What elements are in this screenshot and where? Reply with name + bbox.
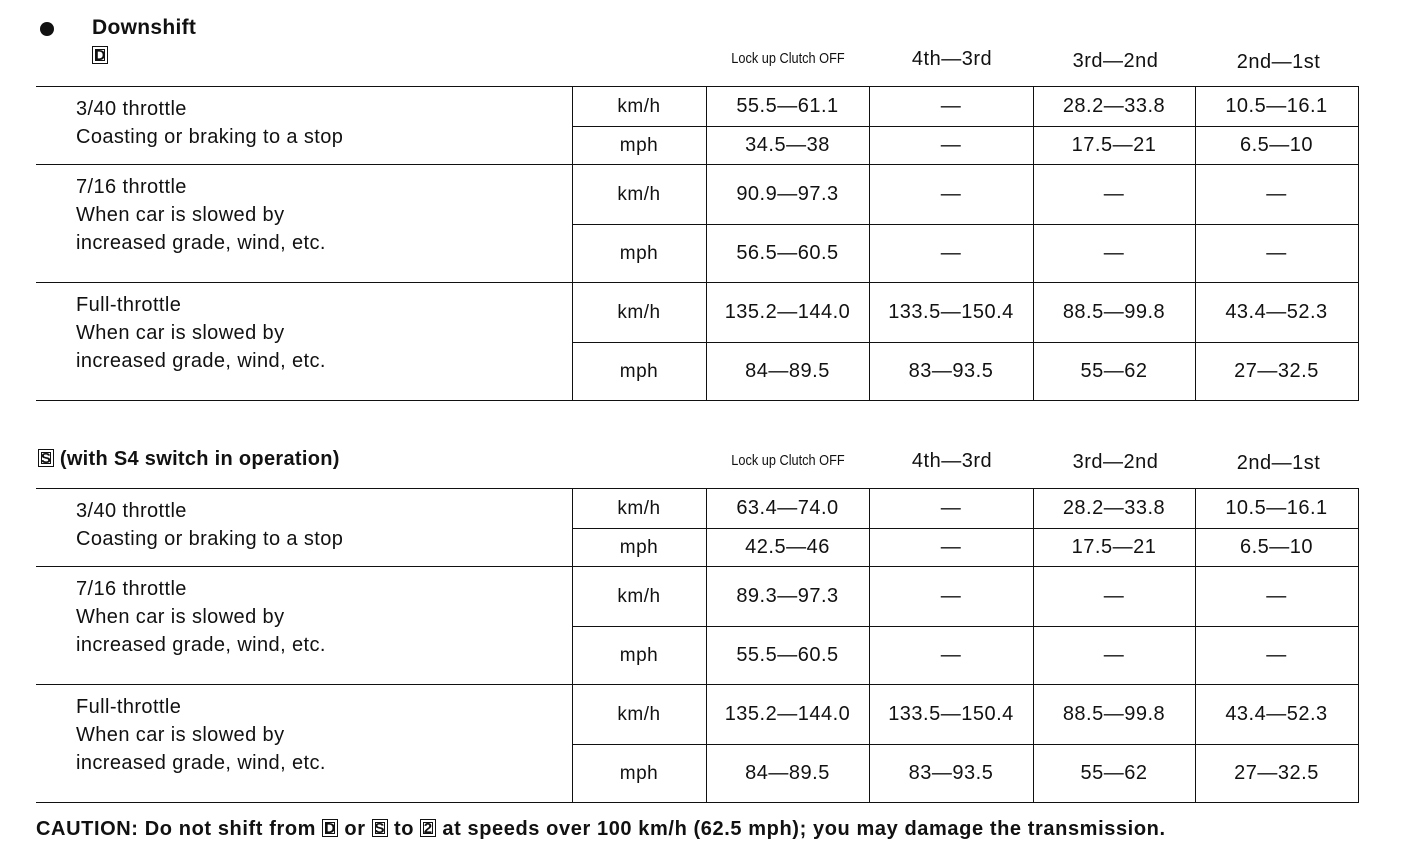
unit-cell: km/h xyxy=(572,283,706,343)
speed-cell: 133.5—150.4 xyxy=(869,685,1033,745)
col-3rd-2nd: 3rd—2nd xyxy=(1072,50,1159,72)
caution-text-1: Do not shift from xyxy=(144,818,317,840)
speed-cell: — xyxy=(869,87,1033,127)
range-d-badge xyxy=(92,48,108,66)
s-section-title xyxy=(38,448,340,471)
speed-cell: 55—62 xyxy=(1033,343,1195,401)
unit-cell: km/h xyxy=(572,87,706,127)
caution-text-4: at speeds over 100 km/h (62.5 mph); you may damage the transmission. xyxy=(442,818,1166,840)
speed-cell: — xyxy=(1195,165,1358,225)
range-2-label: 2 xyxy=(420,819,436,837)
condition-line: increased grade, wind, etc. xyxy=(76,752,326,774)
speed-cell: 55.5—60.5 xyxy=(706,627,869,685)
table-row xyxy=(36,87,1358,127)
speed-cell: — xyxy=(869,529,1033,567)
caution-text-2: or xyxy=(344,818,366,840)
condition-description xyxy=(36,165,572,283)
condition-line: increased grade, wind, etc. xyxy=(76,350,326,372)
speed-cell: — xyxy=(1195,567,1358,627)
condition-line: 3/40 throttle xyxy=(76,98,187,120)
speed-cell: 55—62 xyxy=(1033,745,1195,803)
speed-cell: 27—32.5 xyxy=(1195,343,1358,401)
speed-cell: 28.2—33.8 xyxy=(1033,87,1195,127)
range-s-label: S xyxy=(372,819,388,837)
col-2nd-1st: 2nd—1st xyxy=(1236,51,1321,73)
speed-cell: — xyxy=(869,627,1033,685)
condition-description xyxy=(36,283,572,401)
unit-cell: mph xyxy=(572,745,706,803)
condition-description xyxy=(36,685,572,803)
speed-cell: — xyxy=(869,225,1033,283)
condition-line: When car is slowed by xyxy=(76,724,285,746)
speed-cell: 135.2—144.0 xyxy=(706,283,869,343)
unit-cell: km/h xyxy=(572,489,706,529)
condition-description xyxy=(36,567,572,685)
speed-cell: 10.5—16.1 xyxy=(1195,489,1358,529)
speed-cell: — xyxy=(1195,225,1358,283)
speed-cell: — xyxy=(1033,225,1195,283)
table-row xyxy=(36,685,1358,745)
speed-cell: 83—93.5 xyxy=(869,745,1033,803)
table-row xyxy=(36,283,1358,343)
unit-cell: mph xyxy=(572,529,706,567)
condition-line: When car is slowed by xyxy=(76,322,285,344)
speed-cell: — xyxy=(1033,165,1195,225)
speed-cell: 88.5—99.8 xyxy=(1033,283,1195,343)
speed-cell: 6.5—10 xyxy=(1195,529,1358,567)
range-d-label: D xyxy=(322,819,338,837)
downshift-d-table xyxy=(36,86,1359,401)
condition-line: When car is slowed by xyxy=(76,204,285,226)
downshift-s-table xyxy=(36,488,1359,803)
unit-cell: mph xyxy=(572,225,706,283)
unit-cell: mph xyxy=(572,127,706,165)
condition-line: 3/40 throttle xyxy=(76,500,187,522)
page-title: Downshift xyxy=(92,16,197,39)
range-s-label: S xyxy=(38,449,54,467)
unit-cell: mph xyxy=(572,343,706,401)
speed-cell: 89.3—97.3 xyxy=(706,567,869,627)
speed-cell: 55.5—61.1 xyxy=(706,87,869,127)
condition-description xyxy=(36,87,572,165)
speed-cell: — xyxy=(869,567,1033,627)
speed-cell: 6.5—10 xyxy=(1195,127,1358,165)
table-row xyxy=(36,165,1358,225)
speed-cell: 28.2—33.8 xyxy=(1033,489,1195,529)
table-row xyxy=(36,567,1358,627)
range-d-label: D xyxy=(92,46,108,64)
speed-cell: — xyxy=(1195,627,1358,685)
speed-cell: 34.5—38 xyxy=(706,127,869,165)
col-3rd-2nd: 3rd—2nd xyxy=(1072,451,1159,473)
caution-label: CAUTION: xyxy=(36,818,139,840)
unit-cell: mph xyxy=(572,627,706,685)
bullet-icon xyxy=(40,22,54,36)
speed-cell: 27—32.5 xyxy=(1195,745,1358,803)
unit-cell: km/h xyxy=(572,165,706,225)
speed-cell: 135.2—144.0 xyxy=(706,685,869,745)
condition-line: increased grade, wind, etc. xyxy=(76,634,326,656)
col-lockup-clutch-off: Lock up Clutch OFF xyxy=(731,50,845,67)
table-row xyxy=(36,489,1358,529)
speed-cell: 56.5—60.5 xyxy=(706,225,869,283)
condition-line: Full-throttle xyxy=(76,294,182,316)
speed-cell: — xyxy=(1033,627,1195,685)
condition-line: Full-throttle xyxy=(76,696,182,718)
col-lockup-clutch-off: Lock up Clutch OFF xyxy=(731,452,845,469)
col-2nd-1st: 2nd—1st xyxy=(1236,452,1321,474)
speed-cell: 43.4—52.3 xyxy=(1195,685,1358,745)
speed-cell: 90.9—97.3 xyxy=(706,165,869,225)
speed-cell: 133.5—150.4 xyxy=(869,283,1033,343)
condition-description xyxy=(36,489,572,567)
condition-line: Coasting or braking to a stop xyxy=(76,126,344,148)
speed-cell: 84—89.5 xyxy=(706,745,869,803)
speed-cell: 63.4—74.0 xyxy=(706,489,869,529)
speed-cell: 17.5—21 xyxy=(1033,529,1195,567)
unit-cell: km/h xyxy=(572,567,706,627)
unit-cell: km/h xyxy=(572,685,706,745)
s-section-label: (with S4 switch in operation) xyxy=(59,448,340,470)
condition-line: Coasting or braking to a stop xyxy=(76,528,344,550)
condition-line: 7/16 throttle xyxy=(76,578,187,600)
speed-cell: 43.4—52.3 xyxy=(1195,283,1358,343)
caution-text-3: to xyxy=(393,818,415,840)
speed-cell: 10.5—16.1 xyxy=(1195,87,1358,127)
col-4th-3rd: 4th—3rd xyxy=(911,450,993,472)
speed-cell: 84—89.5 xyxy=(706,343,869,401)
speed-cell: — xyxy=(869,127,1033,165)
speed-cell: 83—93.5 xyxy=(869,343,1033,401)
condition-line: increased grade, wind, etc. xyxy=(76,232,326,254)
speed-cell: — xyxy=(869,165,1033,225)
speed-cell: 17.5—21 xyxy=(1033,127,1195,165)
condition-line: 7/16 throttle xyxy=(76,176,187,198)
caution-note xyxy=(36,818,1166,841)
col-4th-3rd: 4th—3rd xyxy=(911,48,993,70)
condition-line: When car is slowed by xyxy=(76,606,285,628)
speed-cell: 42.5—46 xyxy=(706,529,869,567)
speed-cell: 88.5—99.8 xyxy=(1033,685,1195,745)
speed-cell: — xyxy=(1033,567,1195,627)
speed-cell: — xyxy=(869,489,1033,529)
